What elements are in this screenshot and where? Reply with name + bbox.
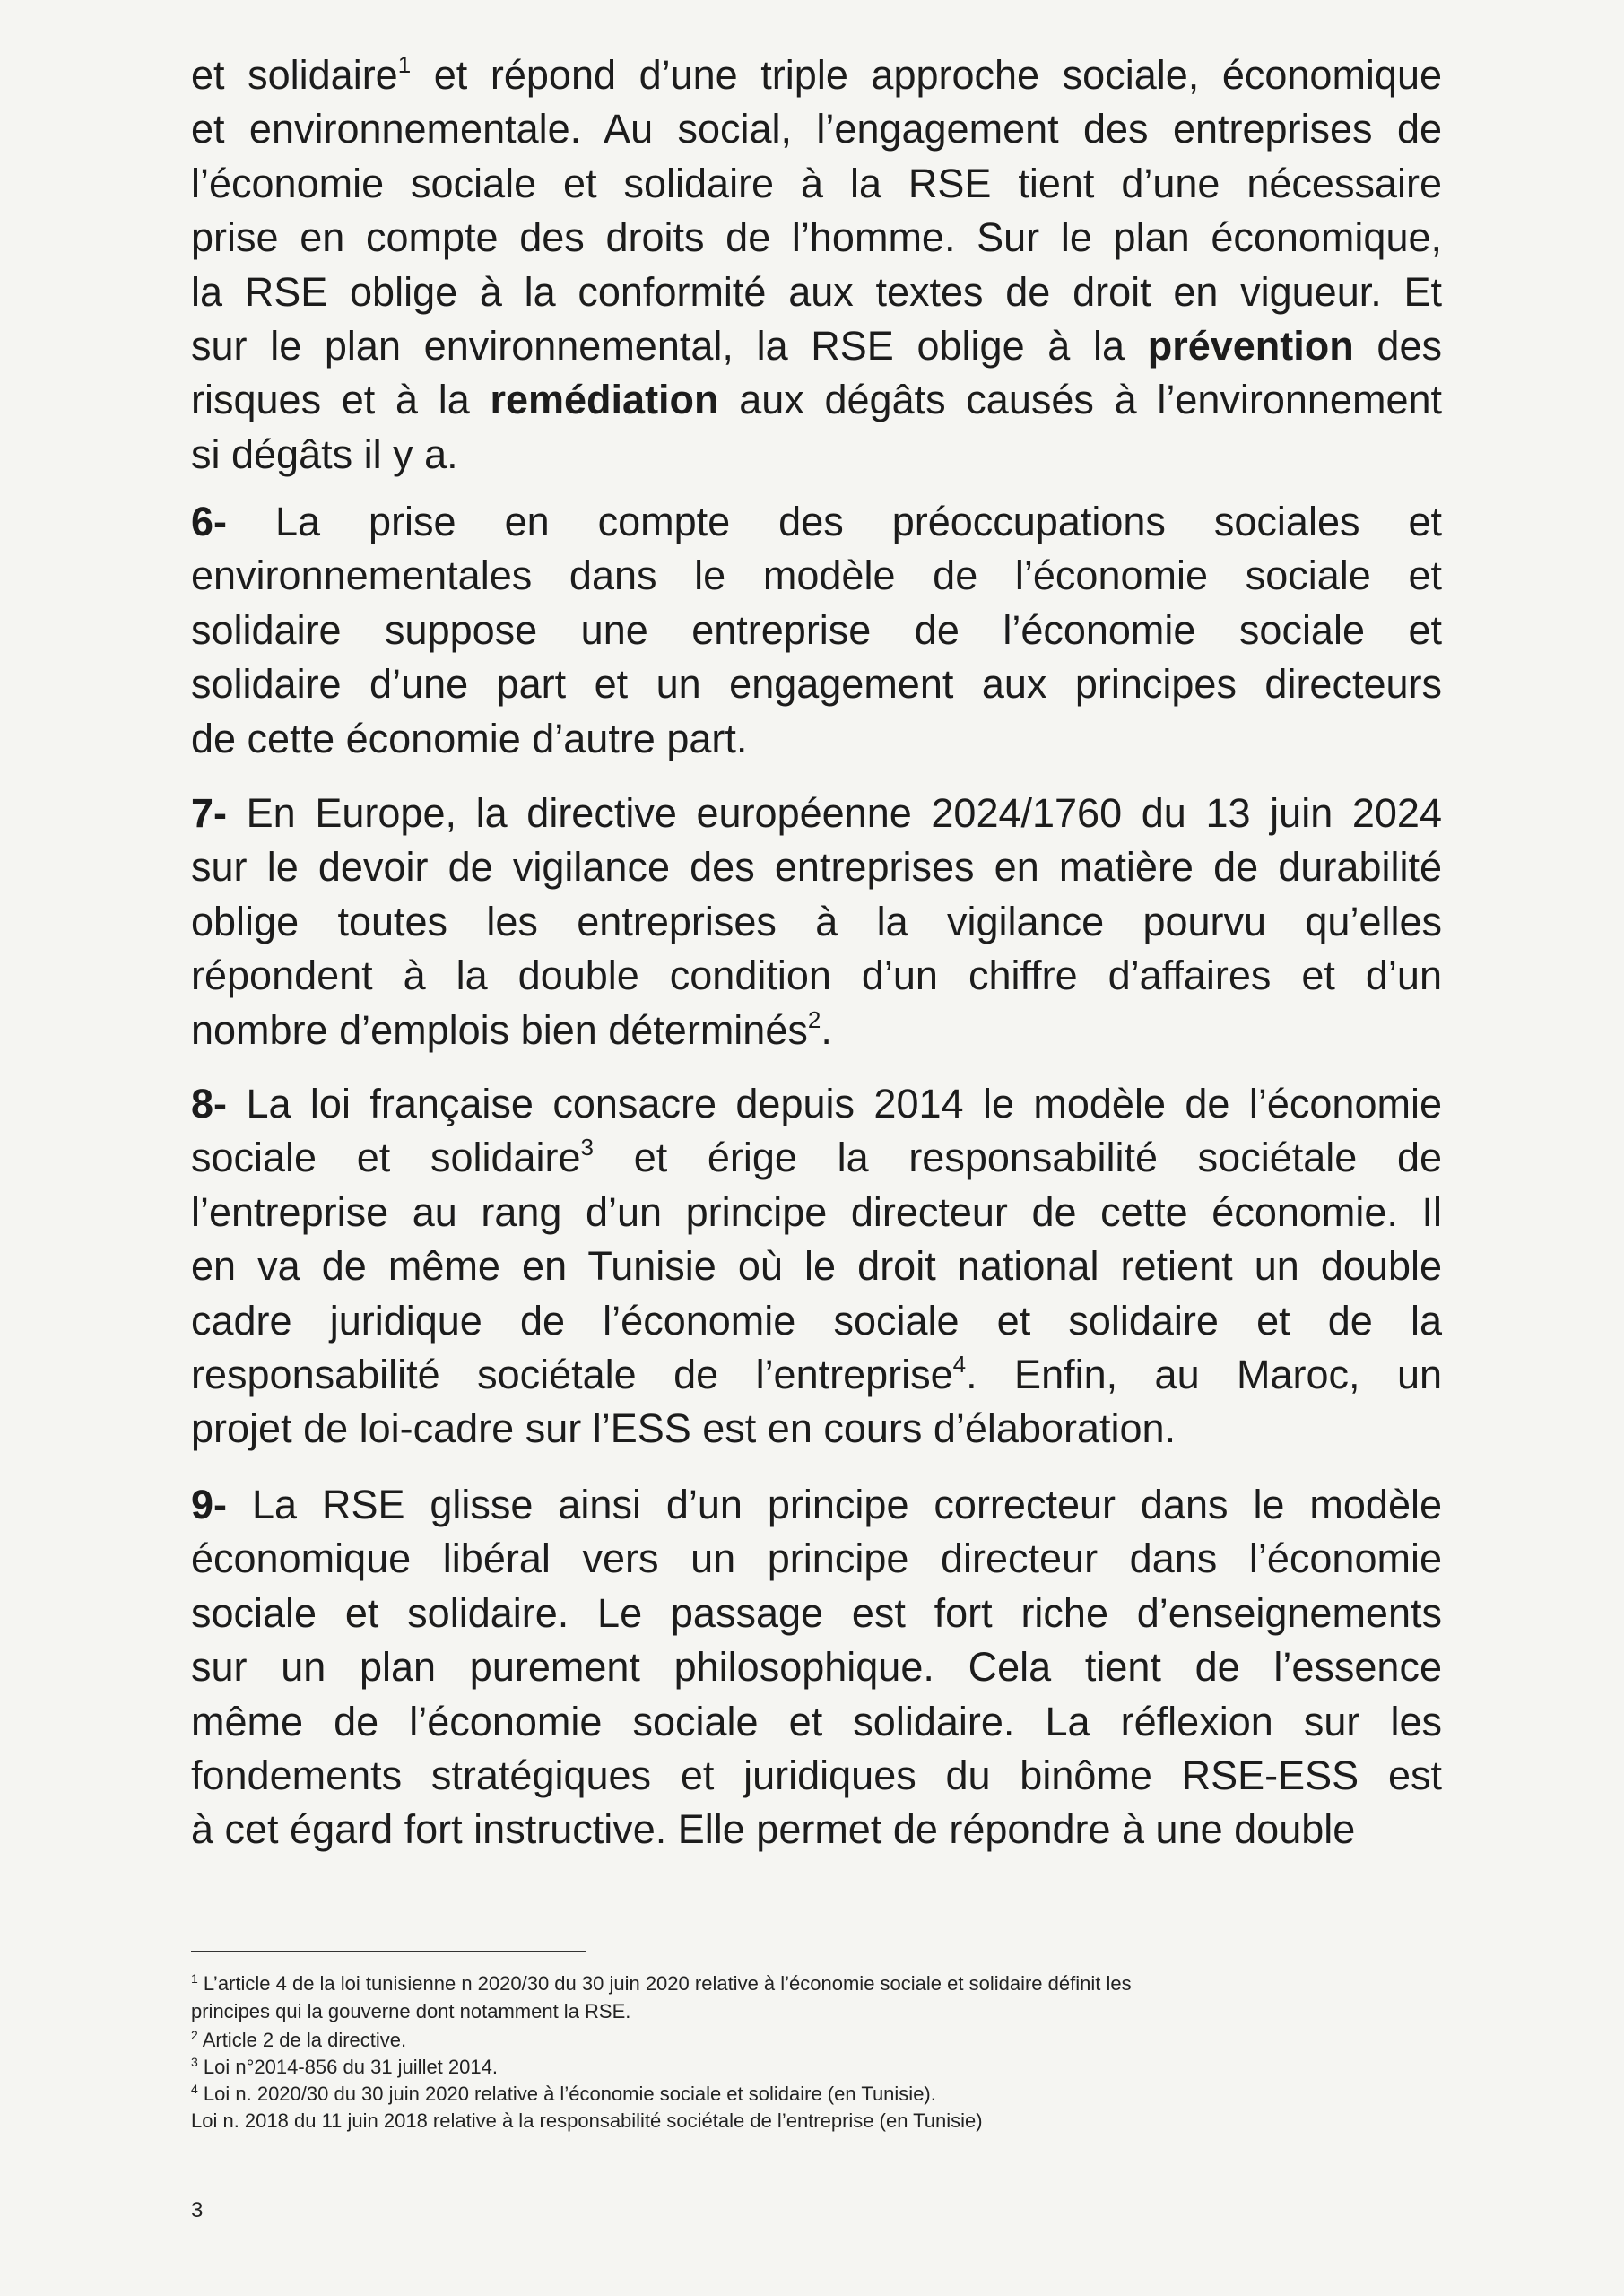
footnote-line [191,2054,1464,2081]
text-line: à cet égard fort instructive. Elle permet de répondre à une double [191,1806,1356,1853]
footnote-ref: 4 [952,1351,967,1378]
text-line: 7- En Europe, la directive européenne 2024/1760 du 13 juin 2024 [191,790,1442,836]
footnote-ref: 2 [807,1005,821,1033]
text-line: 8- La loi française consacre depuis 2014 le modèle de l’économie [191,1081,1442,1126]
text-line: prise en compte des droits de l’homme. Sur le plan économique, [191,214,1442,261]
text-line: fondements stratégiques et juridiques du binôme RSE-ESS est [191,1752,1442,1798]
footnote-text: principes qui la gouverne dont notamment la RSE. [191,2000,631,2022]
footnote-mark: 4 [191,2082,198,2096]
text-line: en va de même en Tunisie où le droit national retient un double [191,1243,1442,1290]
text-line: sociale et solidaire. Le passage est fort riche d’enseignements [191,1589,1442,1636]
text-line: 6- La prise en compte des préoccupations sociales et [191,499,1442,544]
text-line: nombre d’emplois bien déterminés$^2$. [191,1005,832,1053]
footnote-line [191,2081,1464,2108]
footnote-mark: 3 [191,2055,198,2069]
footnote-text: Loi n. 2020/30 du 30 juin 2020 relative à l’économie sociale et solidaire (en Tunisie). [197,2083,936,2105]
footnote-ref: 3 [580,1134,595,1161]
footnote-text: L’article 4 de la loi tunisienne n 2020/30 du 30 juin 2020 relative à l’économie sociale et solidaire définit les [197,1972,1132,1995]
text-line: la RSE oblige à la conformité aux textes de droit en vigueur. Et [191,268,1442,315]
footnote-line [191,1998,1464,2025]
footnote-line [191,2027,1464,2054]
text-line: sur le devoir de vigilance des entreprises en matière de durabilité [191,844,1442,891]
footnote-line [191,2108,1464,2135]
text-line: si dégâts il y a. [191,430,458,477]
footnote-mark: 1 [191,1971,198,1986]
text-line: risques et à la remédiation aux dégâts causés à l’environnement [191,377,1443,423]
text-line: de cette économie d’autre part. [191,715,748,761]
text-line: oblige toutes les entreprises à la vigilance pourvu qu’elles [191,898,1442,944]
text-line: responsabilité sociétale de l’entreprise$^4$. Enfin, au Maroc, un [191,1351,1443,1397]
text-line: cadre juridique de l’économie sociale et solidaire et de la [191,1297,1442,1344]
text-line: et solidaire$^1$ et répond d’une triple approche sociale, économique [191,51,1443,98]
footnote-text: Article 2 de la directive. [197,2029,407,2051]
text-line: et environnementale. Au social, l’engagement des entreprises de [191,106,1442,152]
text-line: solidaire suppose une entreprise de l’économie sociale et [191,606,1442,653]
text-line: sociale et solidaire$^3$ et érige la responsabilité sociétale de [191,1134,1442,1181]
text-line: sur le plan environnemental, la RSE oblige à la prévention des [191,323,1442,369]
footnote-text: Loi n. 2018 du 11 juin 2018 relative à la responsabilité sociétale de l’entreprise (en Tunisie) [191,2109,983,2132]
text-line: l’économie sociale et solidaire à la RSE tient d’une nécessaire [191,160,1442,206]
text-line: économique libéral vers un principe directeur dans l’économie [191,1535,1442,1582]
footnote-line [191,1970,1464,1997]
text-line: environnementales dans le modèle de l’économie sociale et [191,552,1442,599]
text-line: solidaire d’une part et un engagement aux principes directeurs [191,661,1442,708]
text-line: l’entreprise au rang d’un principe directeur de cette économie. Il [191,1188,1442,1235]
footnote-separator [191,1951,586,1952]
text-line: 9- La RSE glisse ainsi d’un principe correcteur dans le modèle [191,1482,1442,1527]
text-line: projet de loi-cadre sur l’ESS est en cours d’élaboration. [191,1405,1177,1452]
footnote-text: Loi n°2014-856 du 31 juillet 2014. [197,2056,498,2078]
footnote-mark: 2 [191,2028,198,2042]
page-number: 3 [191,2198,204,2222]
text-line: répondent à la double condition d’un chiffre d’affaires et d’un [191,952,1442,999]
text-line: même de l’économie sociale et solidaire. La réflexion sur les [191,1698,1442,1744]
footnote-ref: 1 [397,51,412,78]
text-line: sur un plan purement philosophique. Cela tient de l’essence [191,1644,1442,1691]
